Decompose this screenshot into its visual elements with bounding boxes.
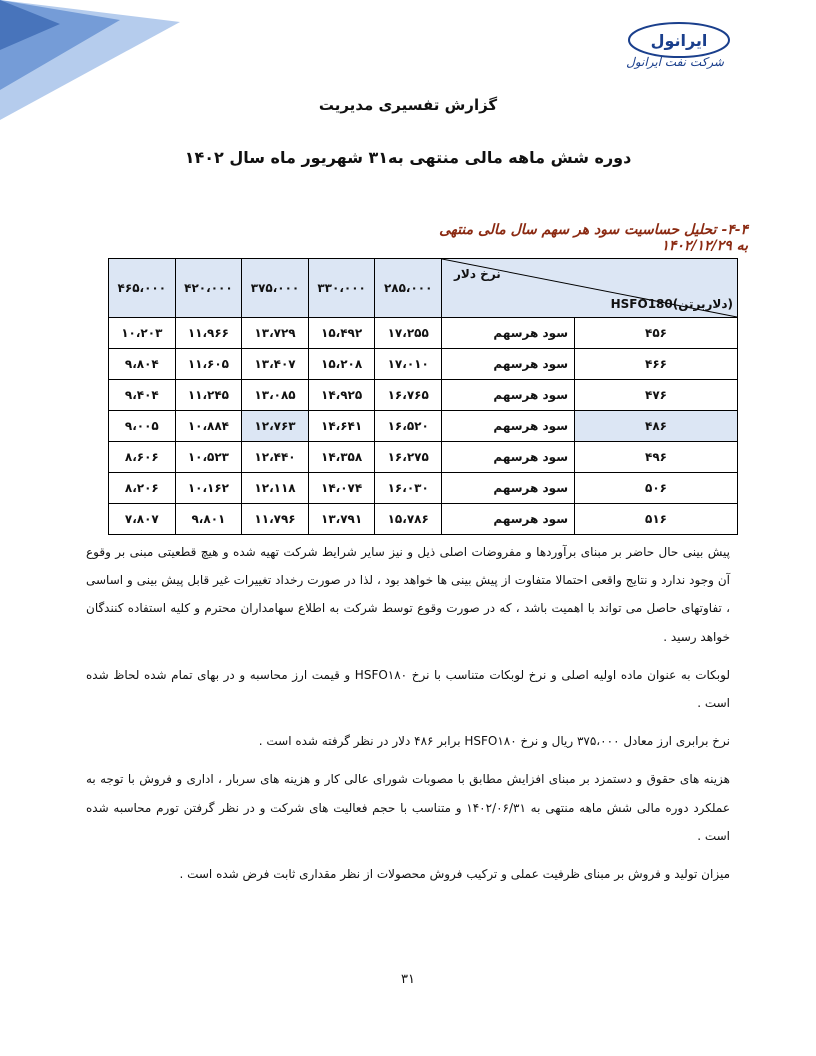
eps-value-cell: ۹،۰۰۵ bbox=[109, 411, 176, 442]
assumption-paragraph: نرخ برابری ارز معادل ۳۷۵،۰۰۰ ریال و نرخ HSFO۱۸۰ برابر ۴۸۶ دلار در نظر گرفته شده است . bbox=[258, 734, 730, 749]
eps-value-cell: ۷،۸۰۷ bbox=[109, 504, 176, 535]
dollar-rate-axis-label: نرخ دلار bbox=[454, 267, 501, 281]
section-heading: ۴-۴- تحلیل حساسیت سود هر سهم سال مالی منتهی به ۱۴۰۲/۱۲/۲۹ bbox=[439, 222, 748, 254]
assumption-paragraph: هزینه های حقوق و دستمزد بر مبنای افزایش مطابق با مصوبات شورای عالی کار و هزینه های سربار ، اداری و فروش با توجه به عملکرد دوره مالی شش ماهه منتهی به ۱۴۰۲/۰۶/۳۱ و متناسب با حجم فعالیت های شرکت و در نظر گرفتن تورم محاسبه شده است . bbox=[86, 772, 730, 843]
hsfo-price-cell: ۴۹۶ bbox=[575, 442, 738, 473]
logo-subtitle: شرکت نفت ایرانول bbox=[626, 55, 724, 69]
eps-value-cell: ۱۶،۷۶۵ bbox=[375, 380, 442, 411]
eps-value-cell: ۱۰،۵۲۳ bbox=[175, 442, 242, 473]
table-corner-header bbox=[442, 259, 738, 318]
eps-value-cell: ۱۵،۷۸۶ bbox=[375, 504, 442, 535]
table-row bbox=[109, 473, 738, 504]
eps-label-cell: سود هرسهم bbox=[442, 442, 575, 473]
eps-value-cell: ۱۴،۳۵۸ bbox=[308, 442, 375, 473]
hsfo-price-cell: ۴۸۶ bbox=[575, 411, 738, 442]
eps-value-cell: ۹،۴۰۴ bbox=[109, 380, 176, 411]
eps-value-cell: ۱۵،۲۰۸ bbox=[308, 349, 375, 380]
eps-value-cell: ۱۳،۴۰۷ bbox=[242, 349, 309, 380]
table-row bbox=[109, 380, 738, 411]
table-header-row bbox=[109, 259, 738, 318]
eps-value-cell: ۱۷،۰۱۰ bbox=[375, 349, 442, 380]
dollar-rate-header: ۲۸۵،۰۰۰ bbox=[375, 259, 442, 318]
eps-value-cell: ۱۳،۷۹۱ bbox=[308, 504, 375, 535]
hsfo-price-cell: ۵۰۶ bbox=[575, 473, 738, 504]
eps-value-cell: ۱۴،۶۴۱ bbox=[308, 411, 375, 442]
logo-name: ایرانول bbox=[650, 31, 708, 50]
eps-value-cell: ۱۲،۴۴۰ bbox=[242, 442, 309, 473]
hsfo-price-cell: ۴۵۶ bbox=[575, 318, 738, 349]
eps-value-cell: ۱۰،۲۰۳ bbox=[109, 318, 176, 349]
eps-value-cell: ۱۷،۲۵۵ bbox=[375, 318, 442, 349]
eps-value-cell: ۱۲،۱۱۸ bbox=[242, 473, 309, 504]
hsfo-price-cell: ۴۷۶ bbox=[575, 380, 738, 411]
assumptions-text bbox=[86, 538, 730, 898]
eps-label-cell: سود هرسهم bbox=[442, 380, 575, 411]
table-row bbox=[109, 504, 738, 535]
eps-value-cell: ۱۵،۴۹۲ bbox=[308, 318, 375, 349]
eps-value-cell: ۱۰،۸۸۴ bbox=[175, 411, 242, 442]
eps-value-cell: ۸،۶۰۶ bbox=[109, 442, 176, 473]
eps-label-cell: سود هرسهم bbox=[442, 349, 575, 380]
eps-value-cell: ۱۴،۹۲۵ bbox=[308, 380, 375, 411]
assumption-paragraph: پیش بینی حال حاضر بر مبنای برآوردها و مفروضات اصلی ذیل و نیز سایر شرایط شرکت تهیه شده و هیچ قطعیتی مبنی بر وقوع آن وجود ندارد و نتایج واقعی احتمالا متفاوت از پیش بینی ها خواهد بود ، لذا در صورت رخداد تغییرات غیر قابل پیش بینی و اساسی ، تفاوتهای حاصل می تواند با اهمیت باشد ، که در صورت وقوع توسط شرکت به اطلاع سهامداران محترم و کلیه استفاده کنندگان خواهد رسید . bbox=[86, 545, 730, 644]
report-title: گزارش تفسیری مدیریت bbox=[318, 96, 498, 114]
table-row bbox=[109, 411, 738, 442]
dollar-rate-header: ۳۳۰،۰۰۰ bbox=[308, 259, 375, 318]
dollar-rate-header: ۳۷۵،۰۰۰ bbox=[242, 259, 309, 318]
dollar-rate-header: ۴۶۵،۰۰۰ bbox=[109, 259, 176, 318]
eps-label-cell: سود هرسهم bbox=[442, 473, 575, 504]
eps-value-cell: ۱۰،۱۶۲ bbox=[175, 473, 242, 504]
hsfo-price-cell: ۵۱۶ bbox=[575, 504, 738, 535]
eps-value-cell: ۱۳،۷۲۹ bbox=[242, 318, 309, 349]
table-row bbox=[109, 318, 738, 349]
eps-value-cell: ۱۱،۶۰۵ bbox=[175, 349, 242, 380]
eps-label-cell: سود هرسهم bbox=[442, 318, 575, 349]
eps-value-cell: ۱۲،۷۶۳ bbox=[242, 411, 309, 442]
eps-value-cell: ۱۴،۰۷۴ bbox=[308, 473, 375, 504]
eps-label-cell: سود هرسهم bbox=[442, 411, 575, 442]
hsfo-price-cell: ۴۶۶ bbox=[575, 349, 738, 380]
page-number: ۳۱ bbox=[401, 972, 415, 987]
eps-value-cell: ۱۱،۷۹۶ bbox=[242, 504, 309, 535]
hsfo-axis-label: HSFO180(دلاربرتن) bbox=[610, 297, 733, 311]
eps-value-cell: ۱۱،۹۶۶ bbox=[175, 318, 242, 349]
eps-value-cell: ۱۶،۵۲۰ bbox=[375, 411, 442, 442]
eps-value-cell: ۱۱،۲۴۵ bbox=[175, 380, 242, 411]
eps-label-cell: سود هرسهم bbox=[442, 504, 575, 535]
company-logo bbox=[626, 18, 732, 78]
table-row bbox=[109, 349, 738, 380]
assumption-paragraph: لوبکات به عنوان ماده اولیه اصلی و نرخ لوبکات متناسب با نرخ HSFO۱۸۰ و قیمت ارز محاسبه و در بهای تمام شده لحاظ شده است . bbox=[86, 667, 730, 710]
dollar-rate-header: ۴۲۰،۰۰۰ bbox=[175, 259, 242, 318]
eps-value-cell: ۱۳،۰۸۵ bbox=[242, 380, 309, 411]
table-row bbox=[109, 442, 738, 473]
eps-value-cell: ۱۶،۲۷۵ bbox=[375, 442, 442, 473]
eps-value-cell: ۸،۲۰۶ bbox=[109, 473, 176, 504]
sensitivity-table bbox=[108, 258, 738, 535]
assumption-paragraph: میزان تولید و فروش بر مبنای ظرفیت عملی و ترکیب فروش محصولات از نظر مقداری ثابت فرض شده است . bbox=[179, 866, 730, 881]
report-subtitle: دوره شش ماهه مالی منتهی به۳۱ شهریور ماه سال ۱۴۰۲ bbox=[184, 148, 632, 167]
eps-value-cell: ۹،۸۰۴ bbox=[109, 349, 176, 380]
eps-value-cell: ۱۶،۰۳۰ bbox=[375, 473, 442, 504]
eps-value-cell: ۹،۸۰۱ bbox=[175, 504, 242, 535]
